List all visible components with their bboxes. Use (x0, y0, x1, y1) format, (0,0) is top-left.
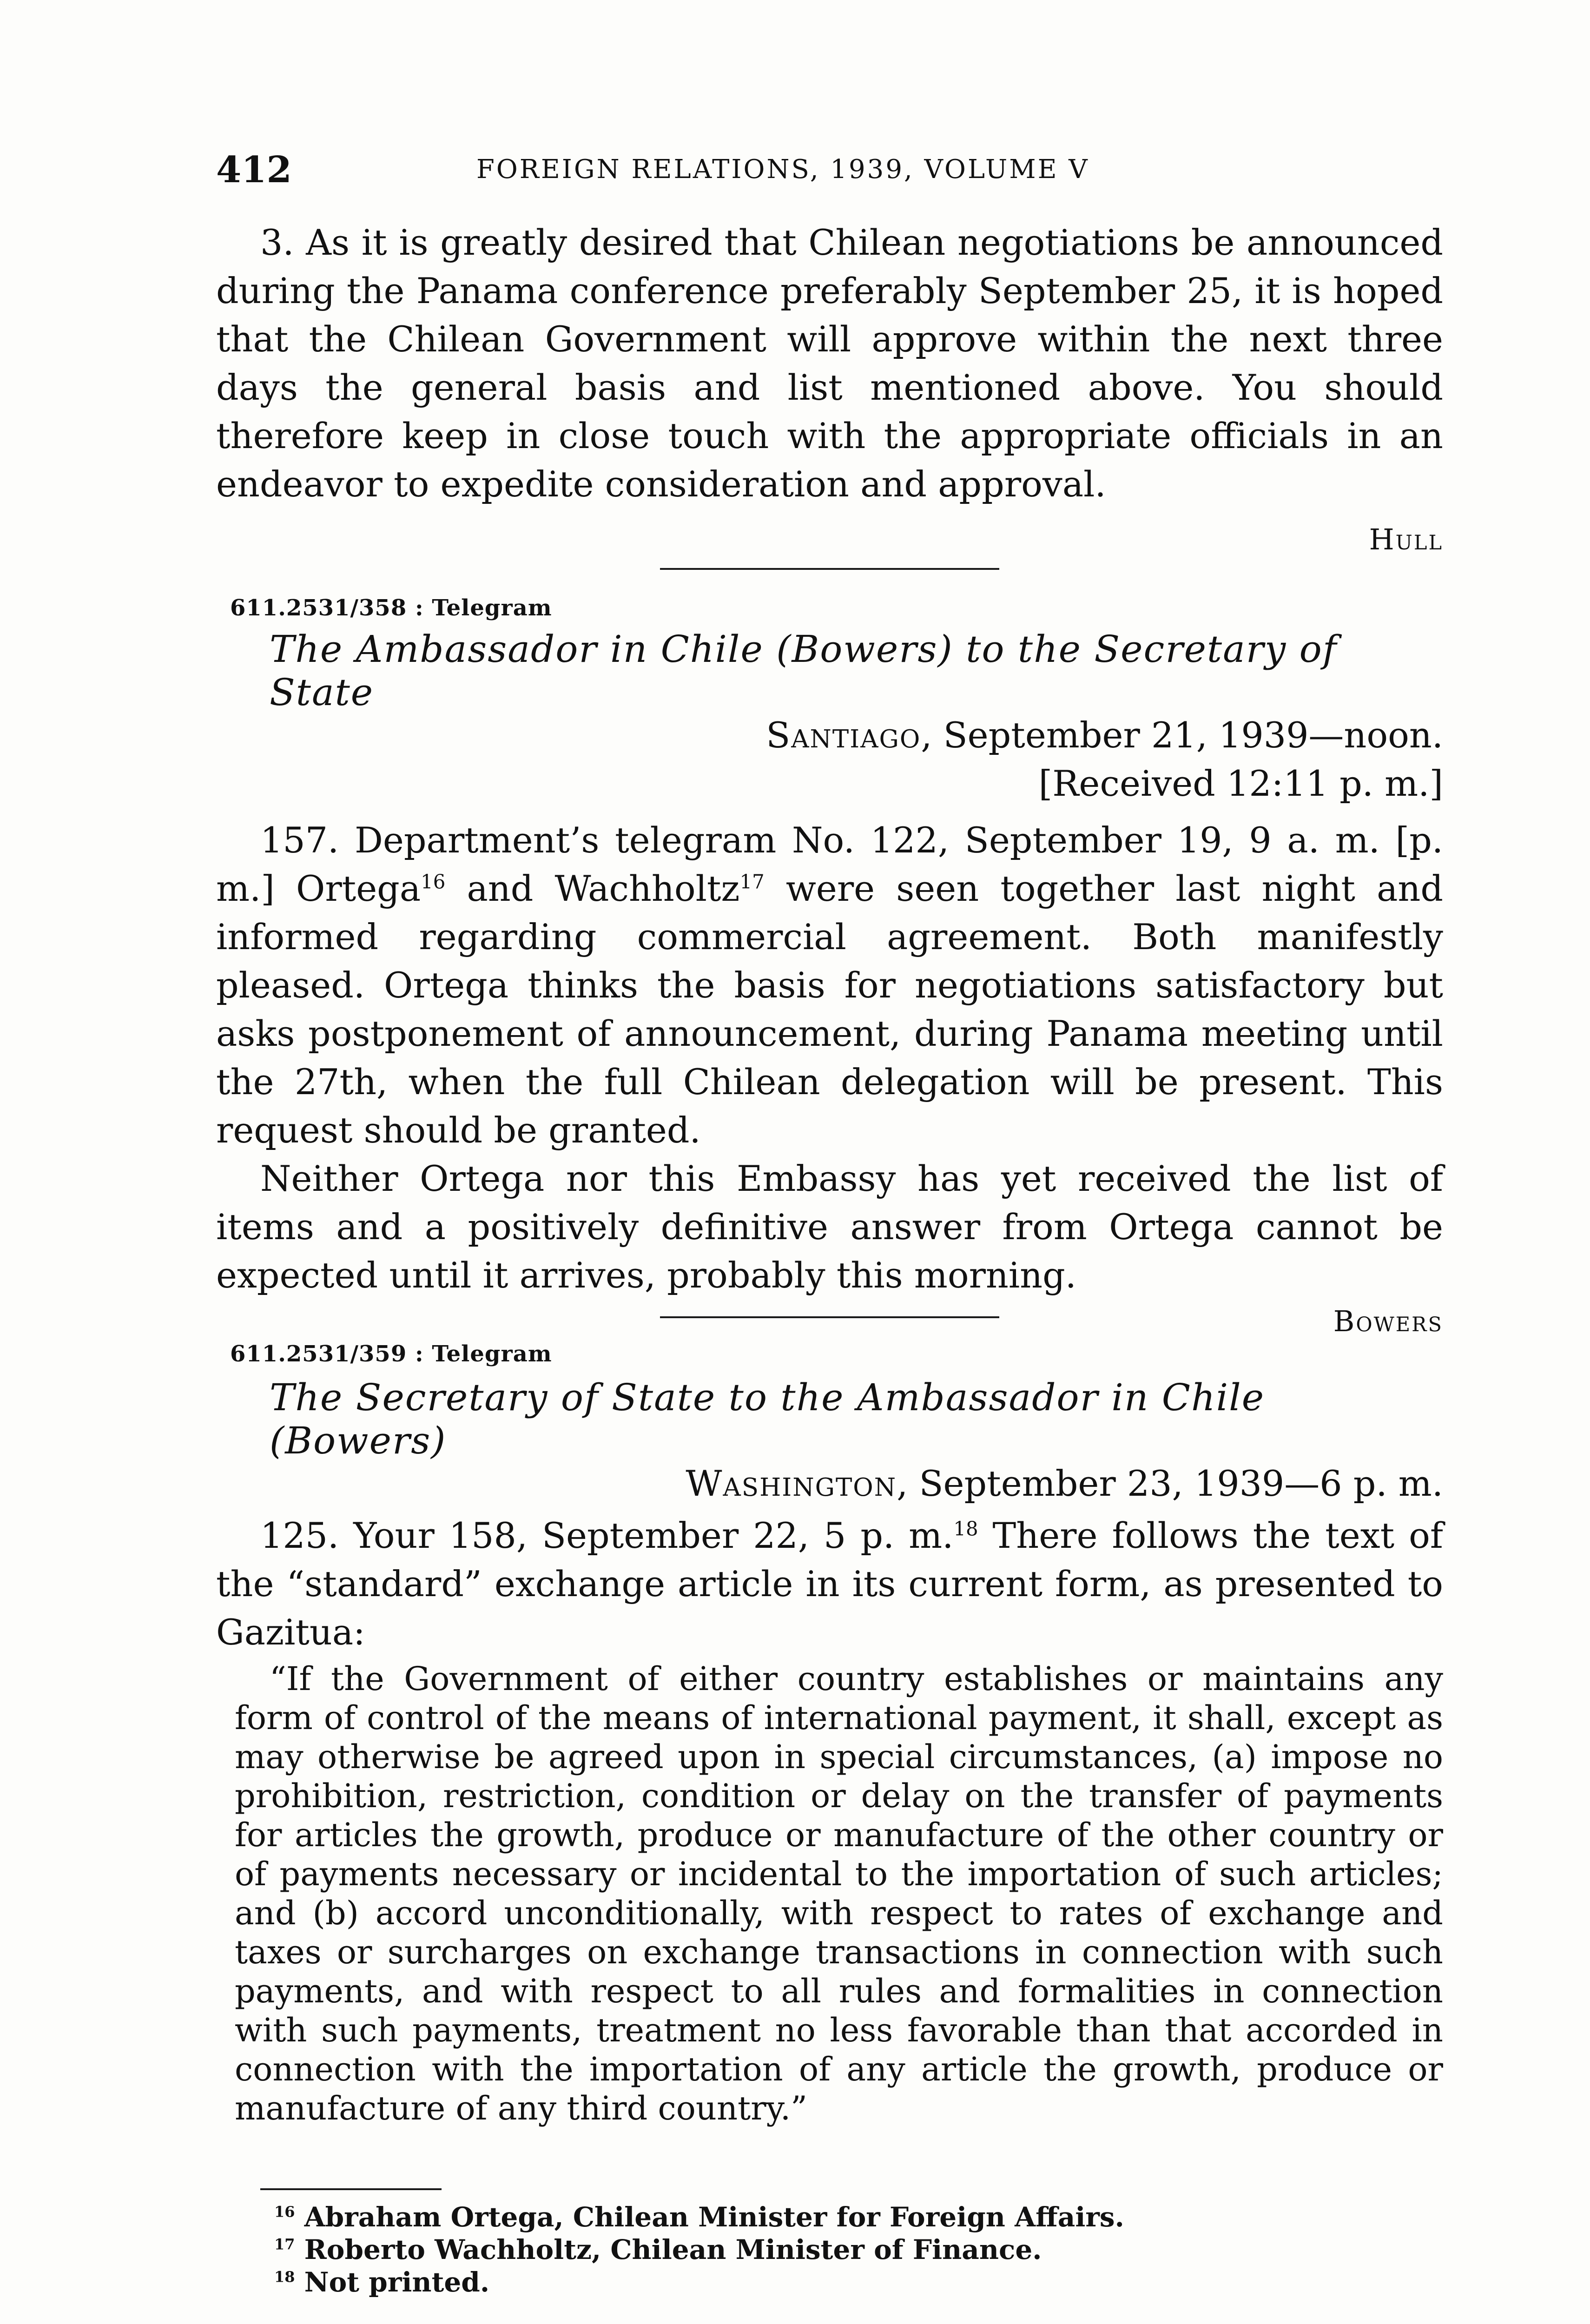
footnote-divider (260, 2188, 442, 2190)
telegram-paragraph-2: Neither Ortega nor this Embassy has yet received the list of items and a positively definitive answer from Ortega cannot be expected until it arrives, probably this morning. (216, 1158, 1443, 1296)
telegram-text: 157. Department’s telegram No. 122, September 19, 9 a. m. [p. m.] Ortega (216, 819, 1443, 909)
footnote-ref-17: 17 (739, 870, 765, 893)
signature-hull: Hull (1369, 522, 1443, 556)
footnote-16 (260, 2201, 1376, 2233)
telegram-157 (216, 711, 1443, 1338)
section-divider (660, 568, 999, 570)
footnote-text: Roberto Wachholtz, Chilean Minister of Finance. (304, 2234, 1042, 2265)
telegram-text: and Wachholtz (445, 868, 740, 909)
document-title: The Ambassador in Chile (Bowers) to the Secretary of State (270, 627, 1338, 714)
received-time: [Received 12:11 p. m.] (1038, 763, 1443, 804)
telegram-text: were seen together last night and informed regarding commercial agreement. Both manifestly pleased. Ortega thinks the basis for negotiations satisfactory but asks postponement of announcement, during Panama meeting until the 27th, when the full Chilean delegation will be present. This request should be granted. (216, 868, 1443, 1151)
file-reference: 611.2531/358 : Telegram (230, 595, 552, 621)
dateline-place: Santiago (766, 714, 921, 756)
page-header (216, 149, 1443, 200)
telegram-text: 125. Your 158, September 22, 5 p. m. (260, 1515, 954, 1556)
section-divider (660, 1316, 999, 1318)
telegram-125 (216, 1459, 1443, 1657)
footnote-ref-16: 16 (421, 870, 446, 893)
footnote-mark: 17 (274, 2235, 295, 2253)
footnote-ref-18: 18 (953, 1517, 978, 1540)
running-head: FOREIGN RELATIONS, 1939, VOLUME V (476, 154, 1089, 185)
continuation-section (216, 218, 1443, 556)
telegram-text: There follows the text of the “standard” exchange article in its current form, as presented to Gazitua: (216, 1515, 1443, 1653)
dateline-date: , September 21, 1939—noon. (921, 714, 1443, 756)
telegram-paragraph (216, 816, 1443, 1155)
dateline (216, 711, 1443, 759)
footnote-text: Not printed. (304, 2266, 490, 2298)
footnotes (260, 2201, 1376, 2298)
footnote-18 (260, 2266, 1376, 2298)
document-title: The Secretary of State to the Ambassador in Chile (Bowers) (270, 1376, 1265, 1462)
file-reference: 611.2531/359 : Telegram (230, 1341, 552, 1367)
page-number: 412 (216, 149, 292, 191)
footnote-mark: 16 (274, 2203, 295, 2221)
dateline-place: Washington (686, 1463, 897, 1504)
paragraph-3: 3. As it is greatly desired that Chilean negotiations be announced during the Panama conference preferably September 25, it is hoped that the Chilean Government will approve within the next three days the general basis and list mentioned above. You should therefore keep in close touch with the appropriate officials in an endeavor to expedite consideration and approval. (216, 222, 1443, 505)
footnote-text: Abraham Ortega, Chilean Minister for Foreign Affairs. (304, 2201, 1124, 2233)
dateline (216, 1459, 1443, 1508)
exchange-article-quote: “If the Government of either country establishes or maintains any form of control of the means of international payment, it shall, except as may otherwise be agreed upon in special circumstances, (a) impose no prohibition, restriction, condition or delay on the transfer of payments for articles the growth, produce or manufacture of the other country or of payments necessary or incidental to the importation of such articles; and (b) accord unconditionally, with respect to rates of exchange and taxes or surcharges on exchange transactions in connection with such payments, and with respect to all rules and formalities in connection with such payments, treatment no less favorable than that accorded in connection with the importation of any article the growth, produce or manufacture of any third country.” (235, 1660, 1443, 2127)
signature-bowers: Bowers (1333, 1304, 1443, 1338)
dateline-date: , September 23, 1939—6 p. m. (897, 1463, 1443, 1504)
footnote-mark: 18 (274, 2268, 295, 2286)
footnote-17 (260, 2233, 1376, 2266)
telegram-paragraph (216, 1512, 1443, 1657)
quoted-article (235, 1659, 1443, 2128)
